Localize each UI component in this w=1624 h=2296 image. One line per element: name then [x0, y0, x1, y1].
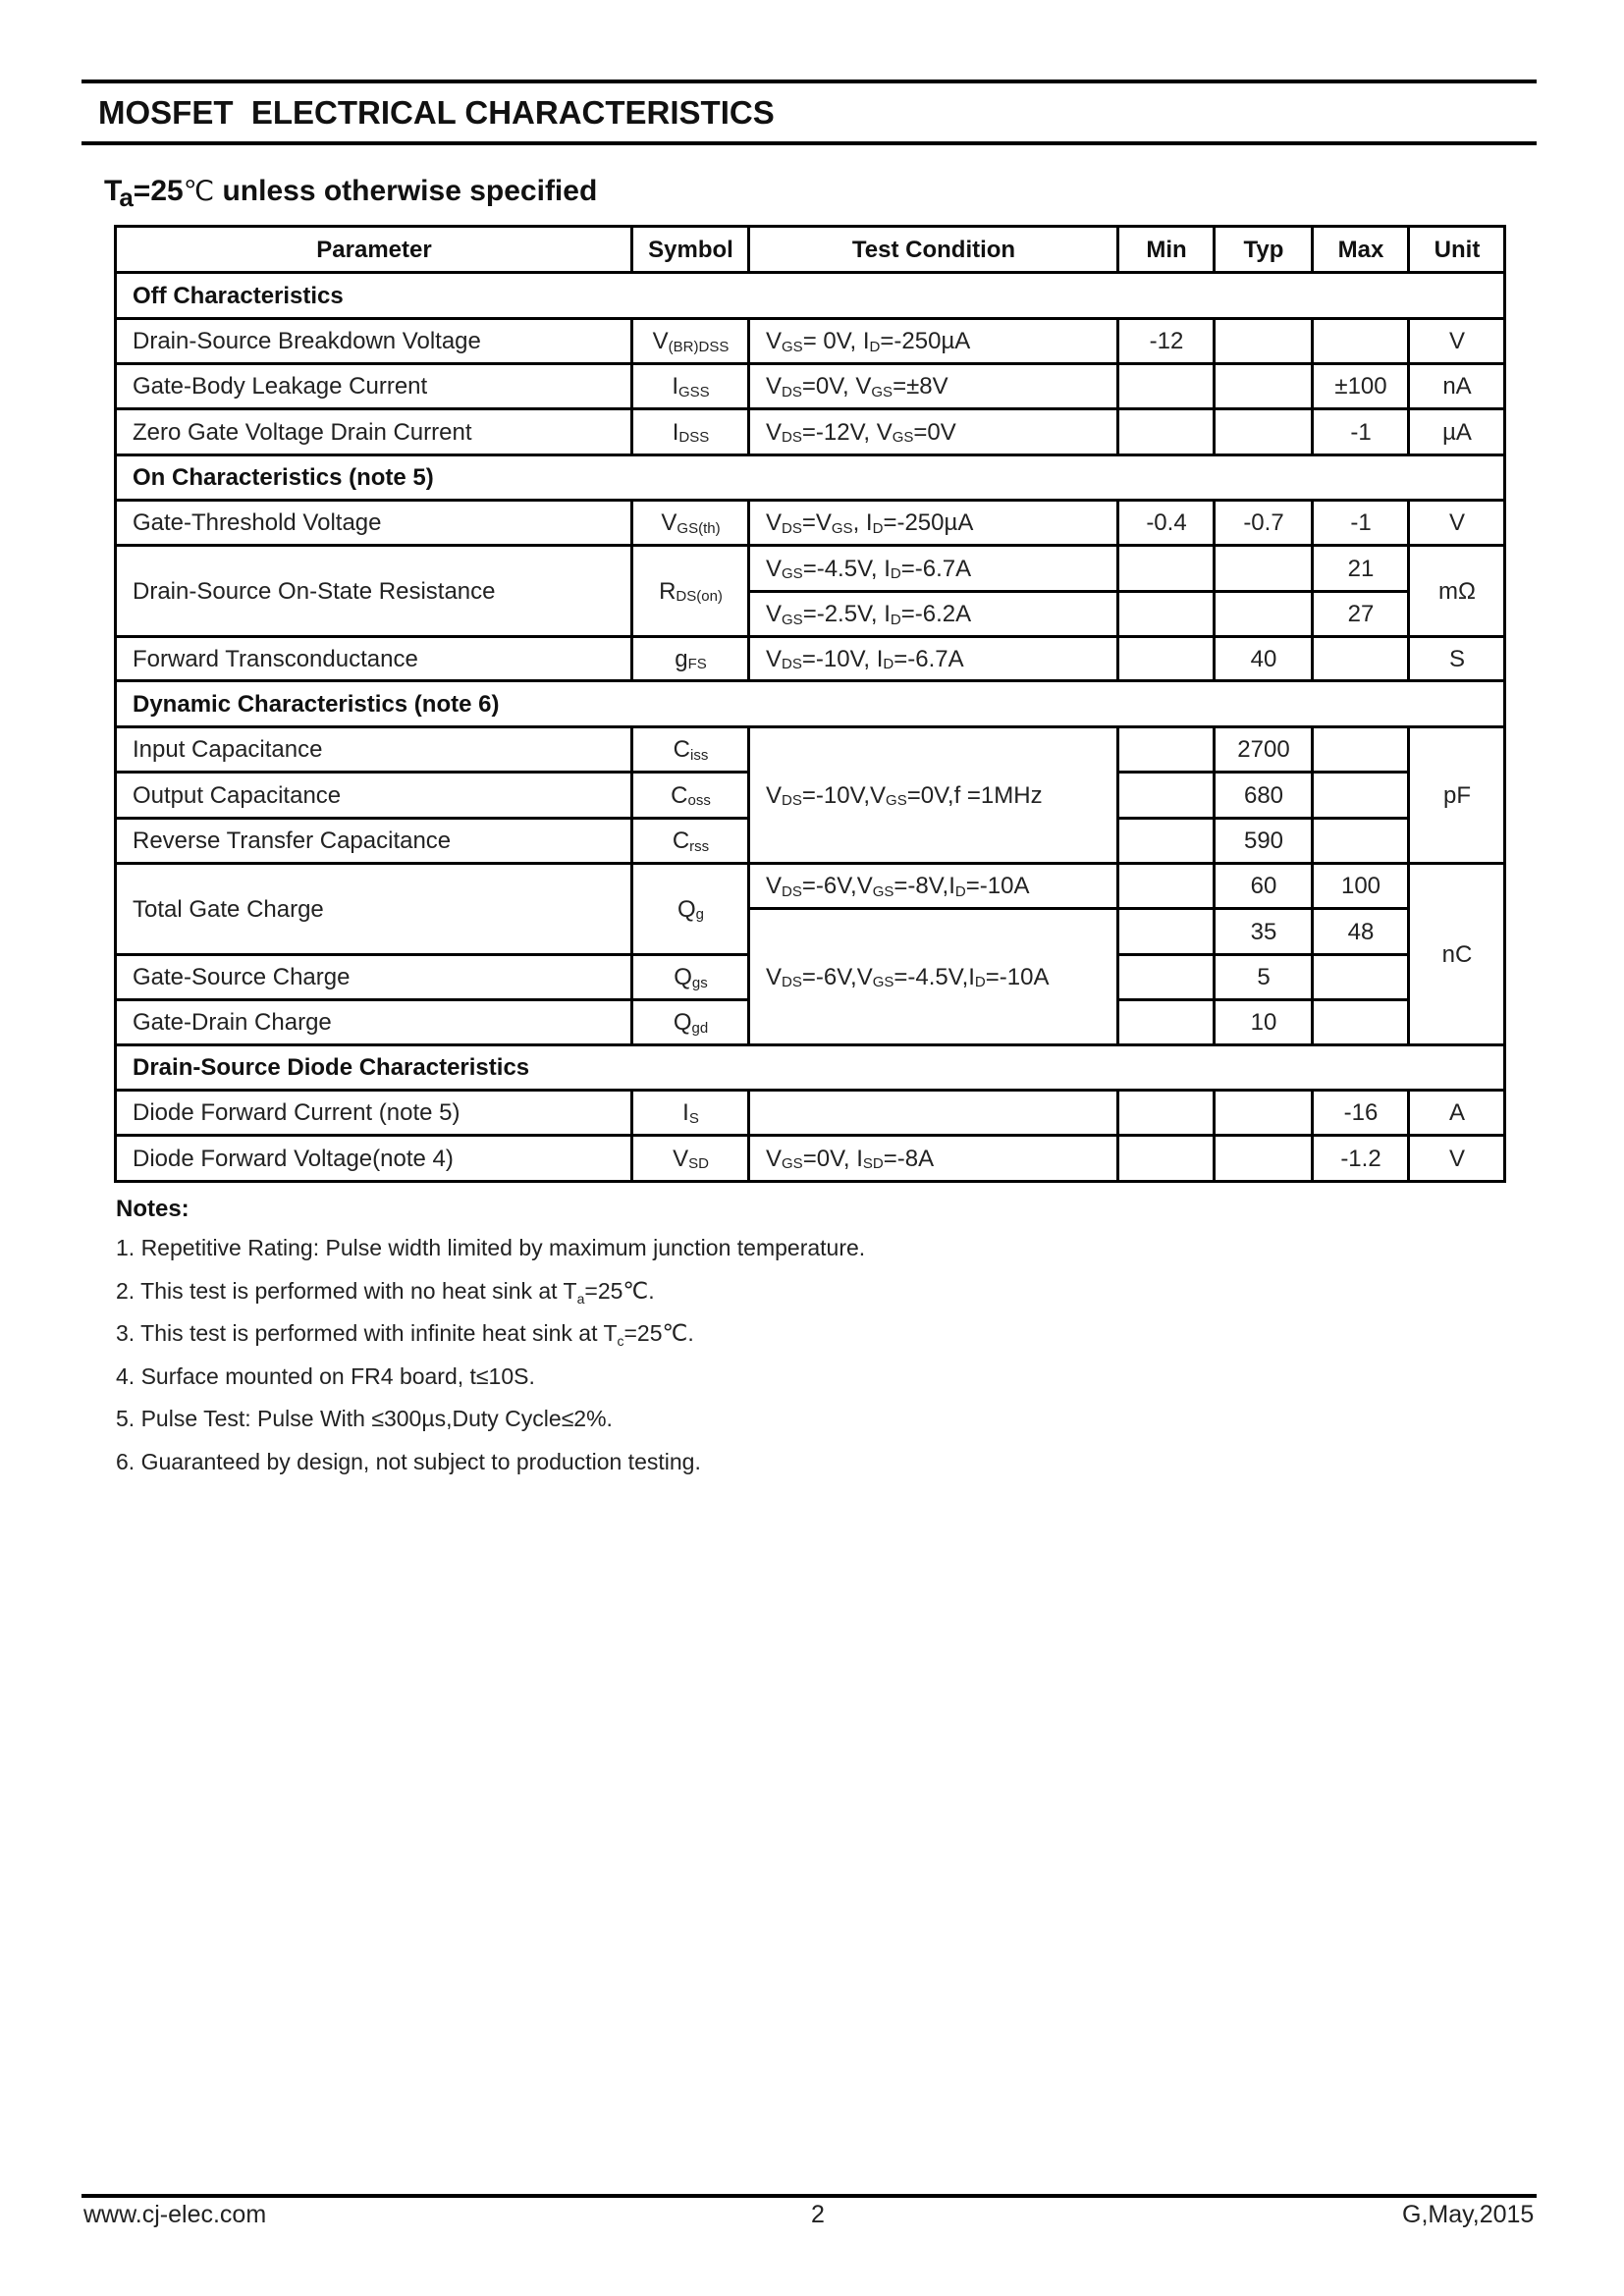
condition-rdson-1: V GS =-4.5V, I D =-6.7A: [766, 555, 972, 582]
subtitle-rest: unless otherwise specified: [214, 175, 598, 207]
table-rule: [114, 1043, 1506, 1046]
unit-bvdss: V: [1448, 328, 1465, 354]
table-rule: [630, 1089, 633, 1183]
parameter-gfs: Forward Transconductance: [133, 645, 418, 672]
notes-heading: Notes:: [116, 1196, 189, 1222]
table-rule: [1311, 317, 1314, 456]
typ-crss: 590: [1243, 828, 1284, 854]
unit-gfs: S: [1448, 645, 1465, 672]
symbol-gfs: g FS: [675, 645, 707, 672]
table-rule: [1116, 499, 1119, 682]
min-idss: [1119, 410, 1214, 454]
table-rule: [1407, 225, 1410, 274]
condition-bvdss: V GS = 0V, I D =-250µA: [766, 328, 971, 355]
parameter-ciss: Input Capacitance: [133, 736, 323, 763]
unit-vsd: V: [1448, 1145, 1465, 1172]
table-rule: [747, 1089, 750, 1183]
parameter-crss: Reverse Transfer Capacitance: [133, 828, 452, 854]
symbol-qgs: Q gs: [674, 964, 708, 991]
min-gfs: [1119, 638, 1214, 680]
footer-page-number: 2: [811, 2201, 825, 2228]
unit-rdson: mΩ: [1438, 577, 1476, 605]
table-rule: [1503, 225, 1506, 1183]
column-header-parameter: Parameter: [316, 236, 432, 263]
section-diode-characteristics: Drain-Source Diode Characteristics: [133, 1054, 530, 1081]
table-rule: [114, 544, 1506, 547]
table-rule: [1116, 998, 1410, 1001]
parameter-bvdss: Drain-Source Breakdown Voltage: [133, 328, 481, 354]
condition-vsd: V GS =0V, I SD =-8A: [766, 1145, 935, 1172]
typ-qg-2: 35: [1250, 918, 1277, 945]
parameter-qgs: Gate-Source Charge: [133, 964, 351, 990]
parameter-igss: Gate-Body Leakage Current: [133, 373, 428, 400]
note-item: 3. This test is performed with infinite heat sink at $T_c=25℃$.: [116, 1320, 694, 1349]
column-header-min: Min: [1146, 236, 1187, 263]
symbol-ciss: C iss: [673, 736, 709, 764]
table-rule: [1116, 725, 1119, 1046]
unit-igss: nA: [1442, 373, 1472, 400]
max-vgsth: -1: [1350, 509, 1372, 536]
max-gfs: [1314, 638, 1408, 680]
max-rdson-1: 21: [1347, 555, 1375, 582]
symbol-igss: I GSS: [672, 373, 710, 400]
typ-qgs: 5: [1257, 964, 1271, 990]
note-item: 6. Guaranteed by design, not subject to production testing.: [116, 1448, 701, 1474]
table-rule: [747, 725, 750, 1046]
condition-gfs: V DS =-10V, I D =-6.7A: [766, 645, 964, 672]
symbol-qgd: Q gd: [673, 1009, 709, 1037]
condition-charge-2: V DS =-6V,V GS =-4.5V,I D =-10A: [766, 963, 1050, 990]
table-rule: [114, 271, 1506, 274]
table-rule: [1116, 817, 1410, 820]
table-rule: [1116, 953, 1410, 956]
parameter-idss: Zero Gate Voltage Drain Current: [133, 418, 472, 446]
parameter-vsd: Diode Forward Voltage(note 4): [133, 1145, 454, 1172]
symbol-vsd: V SD: [673, 1145, 709, 1172]
notes-list: [116, 1227, 865, 1483]
subtitle-t: T: [104, 175, 123, 207]
footer-rule: [81, 2194, 1537, 2198]
table-rule: [630, 317, 633, 456]
unit-vgsth: V: [1448, 509, 1465, 536]
note-item: 2. This test is performed with no heat sink at $T_a=25℃$.: [116, 1277, 655, 1307]
table-rule: [747, 499, 750, 682]
max-is: -16: [1343, 1099, 1379, 1126]
table-rule: [1213, 225, 1216, 274]
table-rule: [630, 725, 633, 1046]
max-qg-2: 48: [1347, 918, 1375, 945]
parameter-rdson: Drain-Source On-State Resistance: [133, 577, 496, 605]
symbol-qg: Q g: [677, 895, 704, 923]
table-rule: [1311, 1089, 1314, 1183]
symbol-crss: C rss: [672, 828, 710, 855]
unit-capacitance: pF: [1442, 781, 1471, 809]
table-rule: [114, 407, 1506, 410]
table-rule: [1407, 317, 1410, 456]
section-on-characteristics: On Characteristics (note 5): [133, 464, 434, 491]
unit-charge: nC: [1441, 940, 1473, 968]
table-rule: [114, 225, 1506, 228]
table-rule: [114, 454, 1506, 456]
table-rule: [114, 362, 1506, 365]
table-rule: [1311, 499, 1314, 682]
typ-igss: [1216, 365, 1312, 408]
table-rule: [114, 317, 1506, 320]
subtitle-t-subscript: a: [119, 183, 134, 212]
table-rule: [1116, 317, 1119, 456]
table-rule: [747, 317, 750, 456]
typ-vgsth: -0.7: [1243, 509, 1284, 536]
page-title: MOSFET ELECTRICAL CHARACTERISTICS: [98, 94, 775, 131]
column-header-max: Max: [1337, 236, 1384, 263]
max-rdson-2: 27: [1347, 601, 1375, 627]
table-rule: [114, 953, 750, 956]
table-rule: [1213, 725, 1216, 1046]
condition-rdson-2: V GS =-2.5V, I D =-6.2A: [766, 601, 972, 628]
table-rule: [114, 499, 1506, 502]
table-rule: [1407, 1089, 1410, 1183]
unit-idss: µA: [1442, 418, 1472, 446]
symbol-rdson: R DS(on): [659, 577, 723, 605]
footer-website: www.cj-elec.com: [83, 2201, 267, 2228]
typ-coss: 680: [1243, 781, 1284, 809]
table-rule: [1311, 725, 1314, 1046]
table-rule: [114, 862, 1506, 865]
table-rule: [1116, 1089, 1119, 1183]
parameter-qgd: Gate-Drain Charge: [133, 1009, 332, 1036]
section-off-characteristics: Off Characteristics: [133, 282, 344, 309]
table-rule: [114, 1089, 1506, 1092]
subtitle-degree: ℃: [183, 176, 215, 206]
typ-idss: [1216, 410, 1312, 454]
table-rule: [114, 817, 750, 820]
max-bvdss: [1314, 320, 1408, 363]
column-header-typ: Typ: [1243, 236, 1284, 263]
parameter-coss: Output Capacitance: [133, 781, 342, 809]
min-vsd: [1119, 1137, 1214, 1181]
table-rule: [114, 635, 1506, 638]
min-igss: [1119, 365, 1214, 408]
typ-bvdss: [1216, 320, 1312, 363]
table-rule: [1407, 499, 1410, 682]
table-rule: [1213, 317, 1216, 456]
symbol-idss: I DSS: [672, 418, 710, 446]
parameter-is: Diode Forward Current (note 5): [133, 1099, 460, 1126]
notes: [116, 1196, 865, 1483]
parameter-vgsth: Gate-Threshold Voltage: [133, 509, 382, 536]
note-item: 5. Pulse Test: Pulse With ≤300µs,Duty Cycle≤2%.: [116, 1406, 613, 1431]
typ-vsd: [1216, 1137, 1312, 1181]
condition-qg-1: V DS =-6V,V GS =-8V,I D =-10A: [766, 873, 1030, 900]
table-rule: [114, 1134, 1506, 1137]
column-header-symbol: Symbol: [648, 236, 733, 263]
typ-gfs: 40: [1250, 645, 1277, 672]
table-rule: [1116, 225, 1119, 274]
typ-ciss: 2700: [1237, 736, 1290, 763]
table-rule: [747, 225, 750, 274]
footer-revision: G,May,2015: [1402, 2201, 1535, 2228]
condition-idss: V DS =-12V, V GS =0V: [766, 418, 956, 446]
min-bvdss: -12: [1149, 328, 1184, 354]
table-rule: [630, 499, 633, 682]
table-rule: [1407, 725, 1410, 1046]
table-rule: [114, 998, 750, 1001]
table-rule: [114, 725, 1506, 728]
table-rule: [114, 771, 750, 774]
symbol-vgsth: V GS(th): [661, 509, 721, 537]
note-item: 1. Repetitive Rating: Pulse width limited by maximum junction temperature.: [116, 1235, 866, 1260]
max-igss: ±100: [1334, 373, 1387, 400]
max-qg-1: 100: [1340, 873, 1381, 899]
table-rule: [114, 679, 1506, 682]
column-header-test-condition: Test Condition: [851, 236, 1016, 263]
section-dynamic-characteristics: Dynamic Characteristics (note 6): [133, 690, 500, 718]
condition-capacitance: V DS =-10V,V GS =0V,f =1MHz: [766, 781, 1043, 809]
parameter-qg: Total Gate Charge: [133, 895, 324, 923]
typ-qgd: 10: [1250, 1009, 1277, 1036]
condition-vgsth: V DS =V GS , I D =-250µA: [766, 509, 974, 537]
note-item: 4. Surface mounted on FR4 board, t≤10S.: [116, 1362, 535, 1389]
min-vgsth: -0.4: [1146, 509, 1187, 536]
table-rule: [114, 225, 117, 1183]
column-header-unit: Unit: [1434, 236, 1481, 263]
max-idss: -1: [1350, 418, 1372, 446]
table-rule: [1311, 225, 1314, 274]
table-rule: [1213, 499, 1216, 682]
symbol-is: I S: [682, 1099, 699, 1127]
table-rule: [114, 1180, 1506, 1183]
symbol-coss: C oss: [671, 781, 711, 809]
typ-qg-1: 60: [1250, 873, 1277, 899]
condition-igss: V DS =0V, V GS =±8V: [766, 373, 948, 400]
symbol-bvdss: V (BR)DSS: [652, 328, 730, 355]
unit-is: A: [1448, 1099, 1465, 1126]
max-vsd: -1.2: [1340, 1145, 1381, 1172]
subtitle-eq: =25: [133, 175, 184, 207]
table-rule: [1213, 1089, 1216, 1183]
table-rule: [1116, 771, 1410, 774]
table-rule: [630, 225, 633, 274]
